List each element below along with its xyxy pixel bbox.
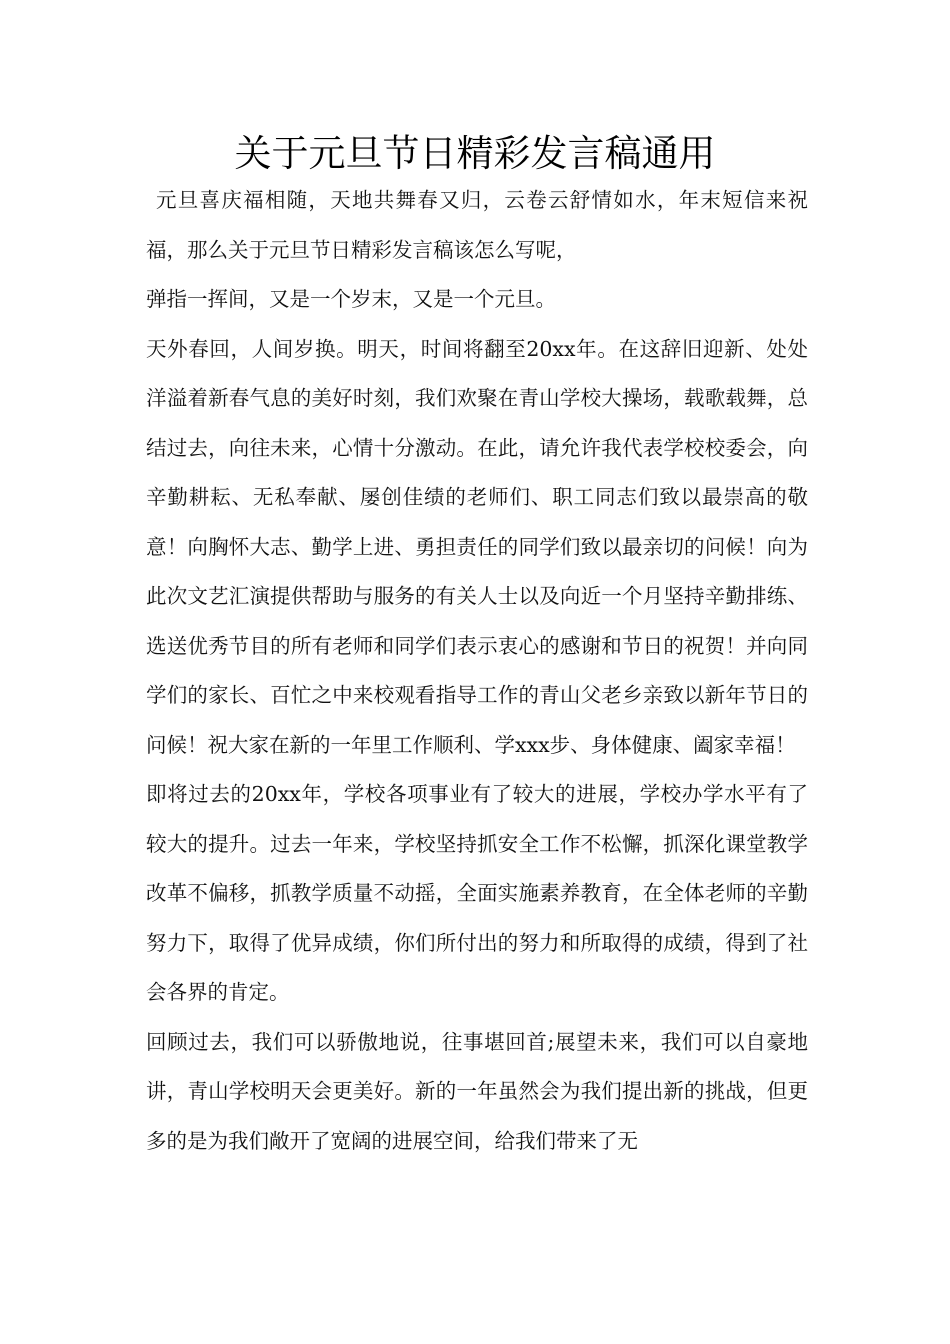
paragraph-greetings: 天外春回，人间岁换。明天，时间将翻至20xx年。在这辞旧迎新、处处洋溢着新春气息的美好时刻，我们欢聚在青山学校大操场，载歌载舞，总结过去，向往未来，心情十分激动。在此，请允许我代表学校校委会，向辛勤耕耘、无私奉献、屡创佳绩的老师们、职工同志们致以最崇高的敬意！向胸怀大志、勤学上进、勇担责任的同学们致以最亲切的问候！向为此次文艺汇演提供帮助与服务的有关人士以及向近一个月坚持辛勤排练、选送优秀节目的所有老师和同学们表示衷心的感谢和节日的祝贺！并向同学们的家长、百忙之中来校观看指导工作的青山父老乡亲致以新年节日的问候！祝大家在新的一年里工作顺利、学xxx步、身体健康、阖家幸福！ [146, 336, 808, 757]
paragraph-opening: 弹指一挥间，又是一个岁末，又是一个元旦。 [146, 287, 556, 311]
paragraph-review: 即将过去的20xx年，学校各项事业有了较大的进展，学校办学水平有了较大的提升。过去一年来，学校坚持抓安全工作不松懈，抓深化课堂教学改革不偏移，抓教学质量不动摇，全面实施素养教育，在全体老师的辛勤努力下，取得了优异成绩，你们所付出的努力和所取得的成绩，得到了社会各界的肯定。 [146, 782, 808, 1004]
document-title: 关于元旦节日精彩发言稿通用 [234, 132, 716, 175]
paragraph-intro: 元旦喜庆福相随，天地共舞春又归，云卷云舒情如水，年末短信来祝福，那么关于元旦节日精彩发言稿该怎么写呢， [146, 188, 808, 262]
document-body [146, 176, 808, 1166]
paragraph-outlook: 回顾过去，我们可以骄傲地说，往事堪回首;展望未来，我们可以自豪地讲，青山学校明天会更美好。新的一年虽然会为我们提出新的挑战，但更多的是为我们敞开了宽阔的进展空间，给我们带来了无 [146, 1029, 808, 1153]
